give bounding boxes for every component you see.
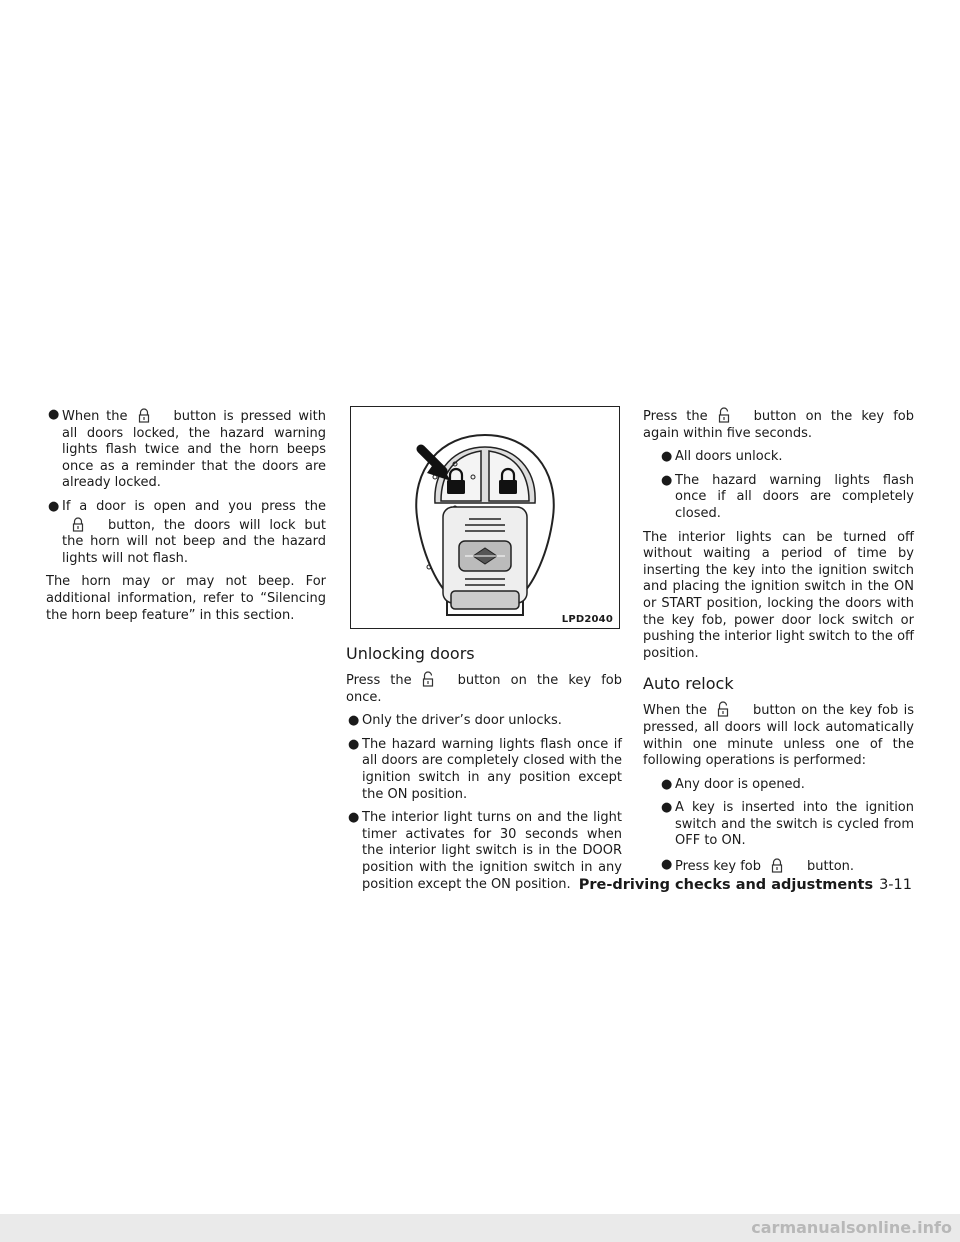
section-heading: Unlocking doors <box>346 644 475 663</box>
page-footer <box>579 877 912 893</box>
paragraph: Press the button on the key fob once. <box>346 673 622 705</box>
paragraph: The horn may or may not beep. For additional information, refer to “Silencing the horn beep feature” in this section. <box>46 574 326 623</box>
watermark-text: carmanualsonline.info <box>751 1218 952 1237</box>
column-left <box>46 407 326 631</box>
watermark-bar <box>0 1214 960 1242</box>
lock-icon <box>136 407 152 423</box>
column-middle <box>346 632 622 900</box>
list-item: ● The hazard warning lights flash once if all doors are completely closed. <box>661 472 914 521</box>
unlock-icon <box>420 671 436 687</box>
list-item: ● Only the driver’s door unlocks. <box>348 713 562 729</box>
key-fob-illustration <box>351 407 619 628</box>
page-number: 3-11 <box>879 877 912 893</box>
list-item: ● All doors unlock. <box>661 449 783 465</box>
section-title: Pre-driving checks and adjustments <box>578 877 874 893</box>
list-item: ● Press key fob button. <box>661 857 855 875</box>
paragraph: When the button on the key fob is pressed, all doors will lock automatically within one minute unless one of the following operations is performed: <box>643 703 914 769</box>
list-item: ● A key is inserted into the ignition switch and the switch is cycled from OFF to ON. <box>661 800 914 849</box>
paragraph: Press the button on the key fob again within five seconds. <box>643 409 914 441</box>
paragraph: The interior lights can be turned off without waiting a period of time by inserting the key into the ignition switch and placing the ignition switch in the ON or START position, locking the doors with the key fob, power door lock switch or pushing the interior light switch to the off position. <box>643 529 914 661</box>
lock-icon <box>769 857 785 873</box>
list-item: ● If a door is open and you press the button, the doors will lock but the horn will not beep and the hazard lights will not flash. <box>48 498 326 566</box>
list-item: ● Any door is opened. <box>661 776 805 792</box>
list-item: ● The interior light turns on and the light timer activates for 30 seconds when the interior light switch is in the DOOR position with the ignition switch in any position except the ON position. <box>348 810 622 892</box>
figure-label: LPD2040 <box>561 614 613 625</box>
list-item: ● When the button is pressed with all doors locked, the hazard warning lights flash twice and the horn beeps once as a reminder that the doors are already locked. <box>48 407 326 491</box>
unlock-icon <box>716 407 732 423</box>
key-fob-figure <box>350 406 620 629</box>
unlock-icon <box>715 701 731 717</box>
section-heading: Auto relock <box>643 674 734 694</box>
list-item: ● The hazard warning lights flash once if all doors are completely closed with the ignition switch in any position except the ON position. <box>348 736 622 802</box>
lock-icon <box>70 516 86 532</box>
column-right <box>643 407 914 883</box>
